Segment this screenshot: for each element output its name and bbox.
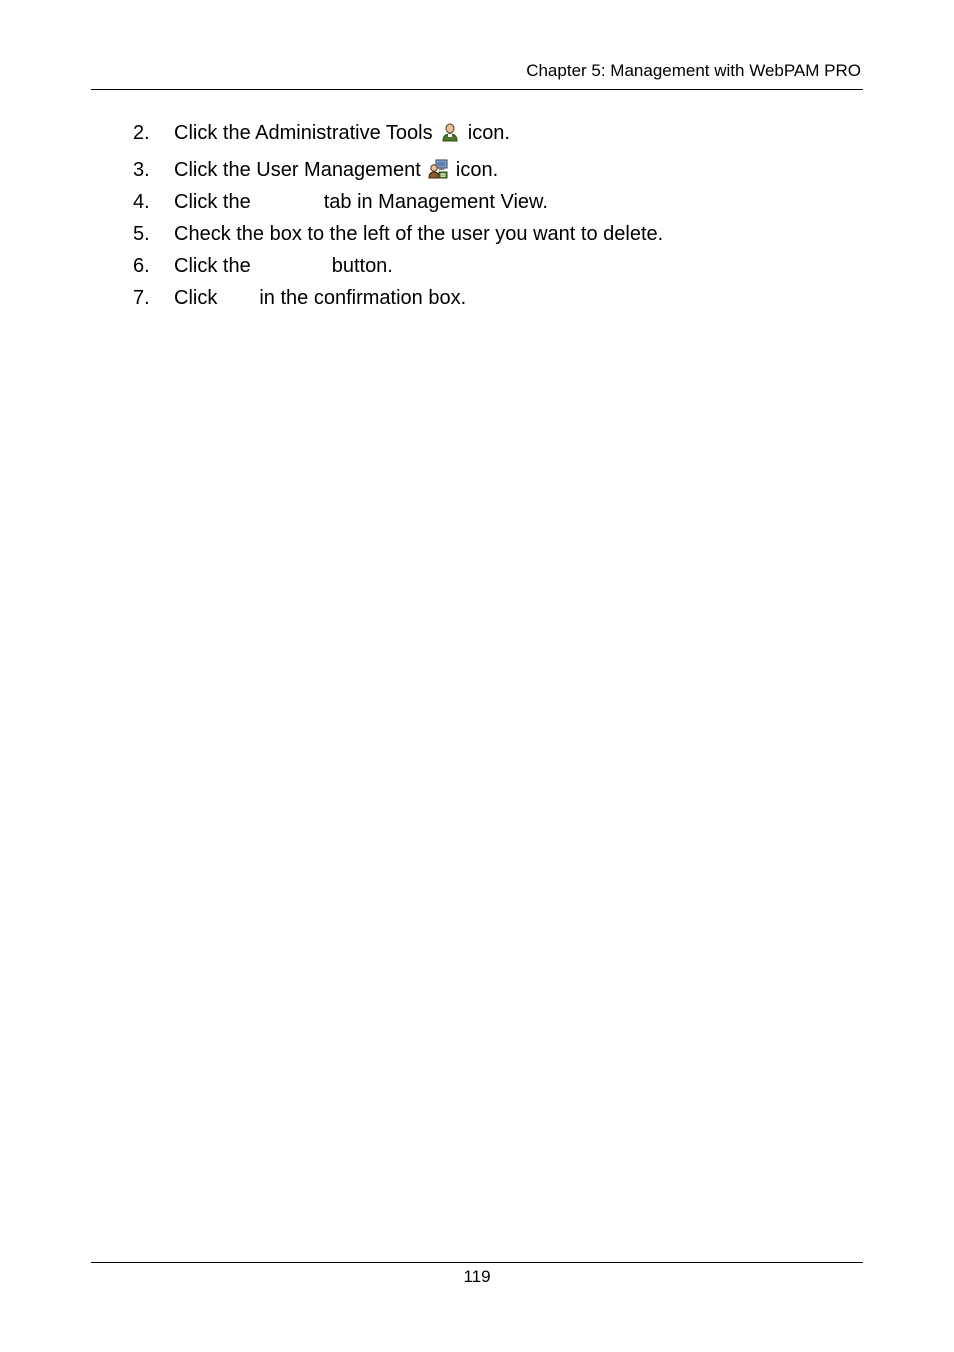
step-number: 6. [133, 255, 150, 277]
step-text-after: button. [331, 255, 393, 277]
step-text [174, 190, 548, 214]
step-text [174, 254, 393, 278]
page-number: 119 [463, 1267, 491, 1286]
step-text-after: icon. [462, 122, 510, 144]
step-text-before: Click the Administrative Tools [174, 122, 439, 144]
step-number: 4. [133, 191, 150, 213]
step-text-after: in the confirmation box. [259, 287, 467, 309]
step-text-before: Click the User Management [174, 159, 427, 181]
step-text [174, 121, 510, 145]
step-number: 5. [133, 223, 150, 245]
step-text [174, 158, 498, 182]
step-text-before: Click the [174, 191, 251, 213]
footer-rule [91, 1262, 863, 1263]
step-number: 7. [133, 287, 150, 309]
step-text-before: Click [174, 287, 218, 309]
step-text-before: Click the [174, 255, 251, 277]
user-management-icon [428, 159, 448, 179]
step-text: Check the box to the left of the user you want to delete. [174, 223, 664, 245]
step-text [174, 286, 466, 310]
step-text-after: tab in Management View. [323, 191, 548, 213]
step-text-after: icon. [450, 159, 499, 181]
administrative-tools-icon [440, 122, 460, 142]
running-header: Chapter 5: Management with WebPAM PRO [526, 61, 861, 80]
step-number: 2. [133, 122, 150, 144]
step-number: 3. [133, 159, 150, 181]
header-rule [91, 89, 863, 90]
